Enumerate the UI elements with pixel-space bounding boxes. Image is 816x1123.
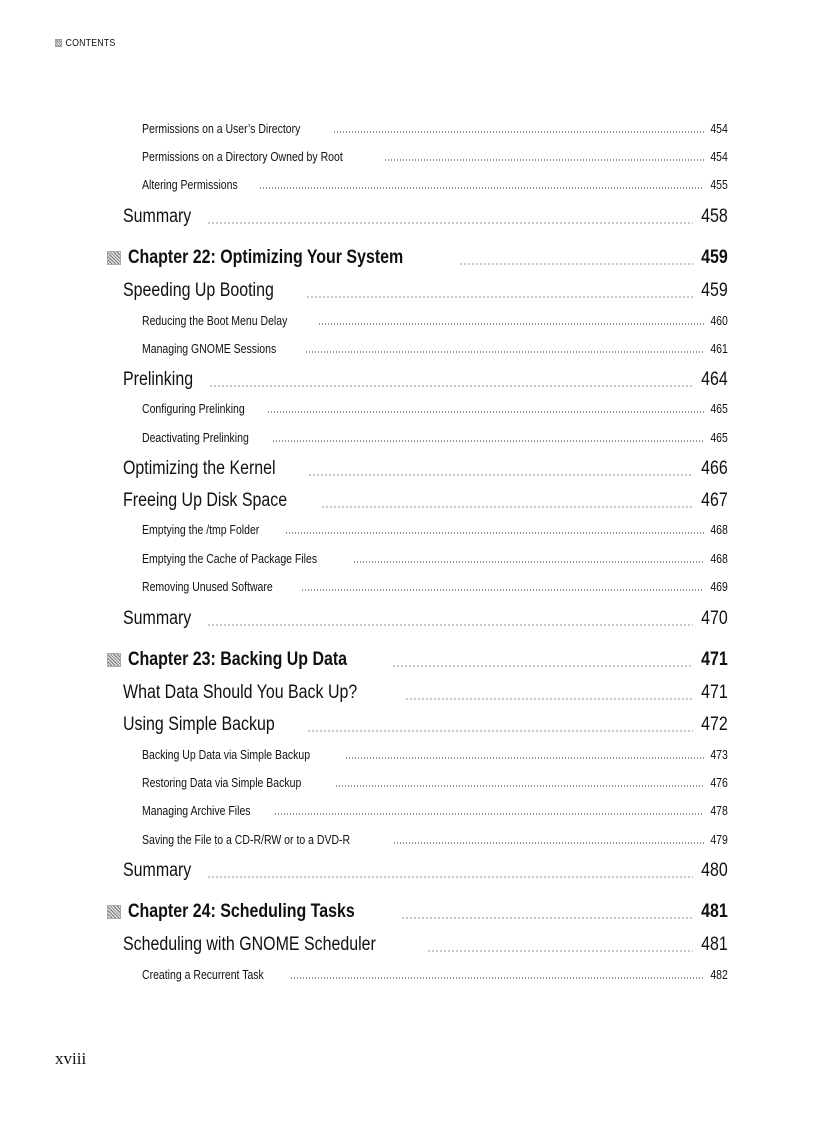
dot-leader: [274, 813, 704, 815]
dot-leader: [427, 950, 693, 952]
toc-entry-title: Creating a Recurrent Task: [142, 968, 264, 982]
toc-chapter-page: 459: [701, 247, 728, 268]
toc-entry-page: 469: [710, 580, 728, 594]
toc-entry-page: 461: [710, 342, 728, 356]
toc-entry-page: 476: [710, 776, 728, 790]
toc-entry-page: 459: [701, 280, 728, 301]
toc-entry-summary-23[interactable]: [123, 860, 728, 882]
toc-entry-prelinking[interactable]: [123, 369, 728, 391]
toc-entry-freeing-disk-space[interactable]: [123, 490, 728, 512]
dot-leader: [393, 842, 704, 844]
page-number: xviii: [55, 1049, 87, 1068]
toc-entry-altering-permissions[interactable]: [142, 178, 728, 192]
dot-leader: [345, 757, 704, 759]
dot-leader: [285, 532, 704, 534]
dot-leader: [307, 730, 694, 732]
dot-leader: [207, 876, 693, 878]
toc-entry-page: 464: [701, 369, 728, 390]
toc-entry-deactivating-prelinking[interactable]: [142, 431, 728, 445]
toc-entry-page: 465: [710, 431, 728, 445]
toc-entry-title: Saving the File to a CD-R/RW or to a DVD-R: [142, 833, 351, 847]
toc-entry-creating-recurrent-task[interactable]: [142, 968, 728, 982]
toc-entry-page: 455: [710, 178, 728, 192]
toc-entry-page: 458: [701, 206, 728, 227]
toc-entry-configuring-prelinking[interactable]: [142, 402, 728, 416]
toc-entry-optimizing-kernel[interactable]: [123, 458, 728, 480]
toc-entry-title: Removing Unused Software: [142, 580, 273, 594]
toc-entry-title: Permissions on a Directory Owned by Root: [142, 150, 343, 164]
toc-chapter-title: Chapter 24: Scheduling Tasks: [128, 901, 355, 922]
toc-entry-permissions-directory-root[interactable]: [142, 150, 728, 164]
toc-entry-title: Permissions on a User’s Directory: [142, 122, 301, 136]
toc-chapter-23[interactable]: [107, 649, 728, 671]
toc-entry-permissions-users-directory[interactable]: [142, 122, 728, 136]
toc-entry-managing-gnome-sessions[interactable]: [142, 342, 728, 356]
dot-leader: [301, 589, 705, 591]
toc-entry-emptying-package-cache[interactable]: [142, 552, 728, 566]
toc-entry-title: Restoring Data via Simple Backup: [142, 776, 302, 790]
toc-chapter-page: 471: [701, 649, 728, 670]
toc-entry-page: 473: [710, 748, 728, 762]
toc-entry-removing-unused-software[interactable]: [142, 580, 728, 594]
toc-entry-title: Altering Permissions: [142, 178, 238, 192]
toc-entry-title: Speeding Up Booting: [123, 280, 274, 301]
toc-chapter-24[interactable]: [107, 901, 728, 923]
toc-chapter-22[interactable]: [107, 247, 728, 269]
toc-entry-title: Summary: [123, 206, 192, 227]
toc-entry-title: Managing Archive Files: [142, 804, 251, 818]
dot-leader: [259, 187, 704, 189]
toc-entry-title: Optimizing the Kernel: [123, 458, 276, 479]
toc-entry-page: 454: [710, 150, 728, 164]
dot-leader: [305, 351, 704, 353]
dot-leader: [267, 411, 704, 413]
dot-leader: [405, 698, 693, 700]
toc-entry-page: 468: [710, 552, 728, 566]
toc-entry-page: 466: [701, 458, 728, 479]
toc-entry-backing-up-data[interactable]: [142, 748, 728, 762]
dot-leader: [308, 474, 694, 476]
toc-entry-page: 467: [701, 490, 728, 511]
header-label: CONTENTS: [65, 37, 116, 49]
toc-entry-scheduling-gnome-scheduler[interactable]: [123, 934, 728, 956]
toc-entry-page: 472: [701, 714, 728, 735]
toc-entry-page: 481: [701, 934, 728, 955]
toc-entry-title: Emptying the Cache of Package Files: [142, 552, 318, 566]
dot-leader: [306, 296, 694, 298]
toc-chapter-title: Chapter 23: Backing Up Data: [128, 649, 348, 670]
toc-entry-page: 479: [710, 833, 728, 847]
toc-entry-page: 468: [710, 523, 728, 537]
dot-leader: [318, 323, 704, 325]
toc-entry-page: 478: [710, 804, 728, 818]
toc-entry-summary-22[interactable]: [123, 608, 728, 630]
toc-entry-managing-archive-files[interactable]: [142, 804, 728, 818]
toc-entry-title: Managing GNOME Sessions: [142, 342, 277, 356]
toc-entry-reducing-boot-menu-delay[interactable]: [142, 314, 728, 328]
dot-leader: [290, 977, 704, 979]
dot-leader: [335, 785, 704, 787]
toc-entry-title: Summary: [123, 608, 192, 629]
dot-leader: [392, 665, 694, 667]
toc-entry-what-data-back-up[interactable]: [123, 682, 728, 704]
toc-entry-restoring-data[interactable]: [142, 776, 728, 790]
toc-entry-speeding-up-booting[interactable]: [123, 280, 728, 302]
toc-entry-page: 482: [710, 968, 728, 982]
toc-entry-emptying-tmp-folder[interactable]: [142, 523, 728, 537]
toc-entry-title: What Data Should You Back Up?: [123, 682, 358, 703]
toc-chapter-page: 481: [701, 901, 728, 922]
dot-leader: [209, 385, 693, 387]
chapter-square-icon: [107, 653, 121, 667]
dot-leader: [384, 159, 704, 161]
toc-entry-title: Reducing the Boot Menu Delay: [142, 314, 288, 328]
running-header: [55, 37, 115, 49]
toc-chapter-title: Chapter 22: Optimizing Your System: [128, 247, 404, 268]
toc-entry-page: 454: [710, 122, 728, 136]
toc-entry-title: Prelinking: [123, 369, 194, 390]
toc-entry-title: Summary: [123, 860, 192, 881]
dot-leader: [333, 131, 704, 133]
toc-entry-title: Freeing Up Disk Space: [123, 490, 288, 511]
toc-entry-summary-21[interactable]: [123, 206, 728, 228]
toc-entry-page: 471: [701, 682, 728, 703]
dot-leader: [353, 561, 704, 563]
chapter-square-icon: [107, 905, 121, 919]
dot-leader: [207, 624, 693, 626]
toc-entry-title: Backing Up Data via Simple Backup: [142, 748, 311, 762]
chapter-square-icon: [107, 251, 121, 265]
dot-leader: [207, 222, 693, 224]
toc-entry-title: Scheduling with GNOME Scheduler: [123, 934, 376, 955]
toc-entry-page: 465: [710, 402, 728, 416]
header-square-icon: [55, 39, 62, 47]
dot-leader: [272, 440, 704, 442]
toc-entry-title: Emptying the /tmp Folder: [142, 523, 260, 537]
toc-entry-saving-file-cd-dvd[interactable]: [142, 833, 728, 847]
toc-entry-page: 470: [701, 608, 728, 629]
dot-leader: [401, 917, 693, 919]
toc-entry-page: 480: [701, 860, 728, 881]
toc-entry-title: Deactivating Prelinking: [142, 431, 249, 445]
dot-leader: [459, 263, 694, 265]
toc-entry-title: Using Simple Backup: [123, 714, 275, 735]
dot-leader: [321, 506, 693, 508]
toc-entry-title: Configuring Prelinking: [142, 402, 245, 416]
toc-entry-using-simple-backup[interactable]: [123, 714, 728, 736]
toc-entry-page: 460: [710, 314, 728, 328]
